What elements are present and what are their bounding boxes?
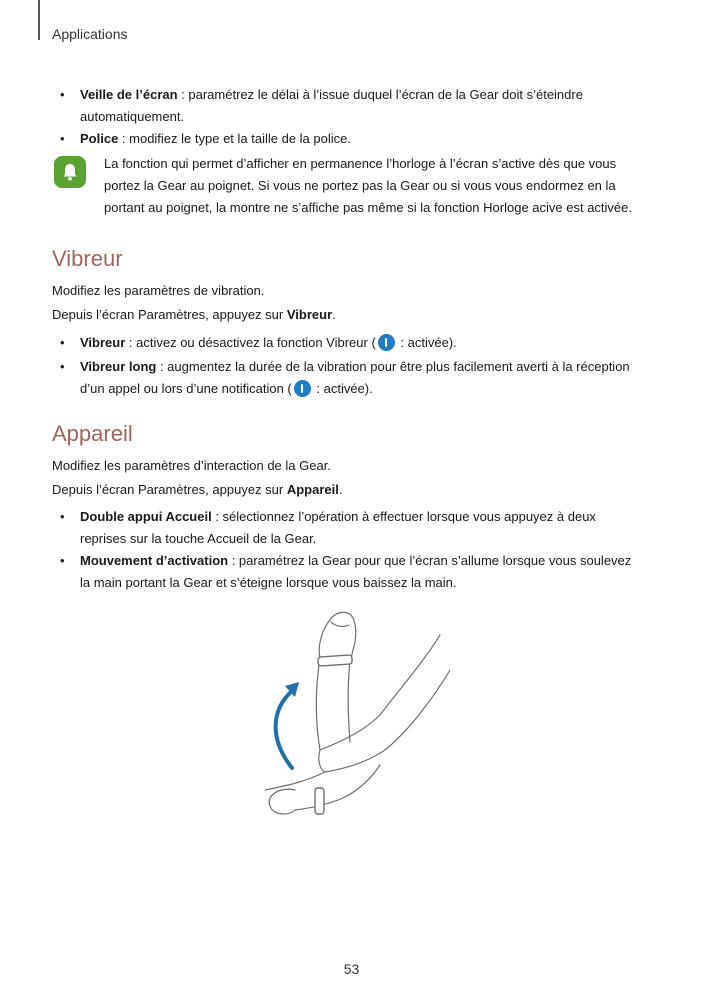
gear-band-lowered: [315, 788, 324, 814]
list-item-wake-gesture: • Mouvement d’activation : paramétrez la Gear pour que l’écran s’allume lorsque vous soulevez la main portant la Gear et s’éteigne lorsque vous baissez la main.: [60, 553, 632, 590]
bullet-term: Double appui Accueil: [80, 509, 212, 524]
raised-forearm-back: [316, 658, 320, 750]
page-number: 53: [343, 961, 360, 977]
list-item-vibreur-long: • Vibreur long : augmentez la durée de la vibration pour être plus facilement averti à la réception d’un appel ou lors d’une notification ( : activée).: [60, 359, 630, 396]
motion-arrow: [276, 690, 293, 768]
bullet-term: Vibreur: [80, 335, 126, 350]
appareil-intro: Modifiez les paramètres d’interaction de la Gear.: [52, 458, 331, 473]
lowered-fist: [269, 789, 295, 814]
bullet-term: Police: [80, 131, 119, 146]
vibreur-intro: Modifiez les paramètres de vibration.: [52, 283, 265, 298]
list-item-vibreur: • Vibreur : activez ou désactivez la fonction Vibreur ( : activée).: [60, 335, 457, 350]
vibreur-path: Depuis l’écran Paramètres, appuyez sur Vibreur.: [52, 307, 336, 322]
bullet-term: Vibreur long: [80, 359, 157, 374]
page-header: Applications: [52, 26, 128, 42]
note-text: La fonction qui permet d’afficher en permanence l’horloge à l’écran s’active dès que vous portez la Gear au poignet. Si vous ne portez pas la Gear ou si vous vous endormez en la portant au poignet, la montre ne s’affiche pas même si la fonction Horloge acive est activée.: [104, 156, 632, 215]
bullet-term: Mouvement d’activation: [80, 553, 229, 568]
elbow: [319, 750, 325, 772]
wrist-raise-illustration: [265, 600, 450, 840]
raised-forearm-front: [348, 660, 350, 742]
list-item-double-press-home: • Double appui Accueil : sélectionnez l’opération à effectuer lorsque vous appuyez à deux reprises sur la touche Accueil de la Gear.: [60, 509, 596, 546]
arm-upper-outline: [320, 635, 440, 750]
arm-lower-outline: [325, 670, 450, 772]
bell-icon: [54, 156, 86, 188]
list-item-font: • Police : modifiez le type et la taille de la police.: [60, 131, 351, 146]
bullet-term: Veille de l’écran: [80, 87, 178, 102]
raised-fist: [319, 612, 356, 660]
lowered-forearm-top: [265, 772, 325, 790]
lowered-forearm-bottom: [295, 765, 380, 810]
toggle-on-icon: [378, 334, 395, 351]
header-rule: [38, 0, 40, 40]
appareil-path: Depuis l’écran Paramètres, appuyez sur Appareil.: [52, 482, 343, 497]
list-item-screen-timeout: • Veille de l’écran : paramétrez le délai à l’issue duquel l’écran de la Gear doit s’éteindre automatiquement.: [60, 87, 583, 124]
section-title-vibreur: Vibreur: [52, 246, 123, 271]
section-title-appareil: Appareil: [52, 421, 133, 446]
raised-fist-knuckles: [331, 622, 349, 626]
gear-band-raised: [318, 655, 353, 666]
toggle-on-icon: [294, 380, 311, 397]
